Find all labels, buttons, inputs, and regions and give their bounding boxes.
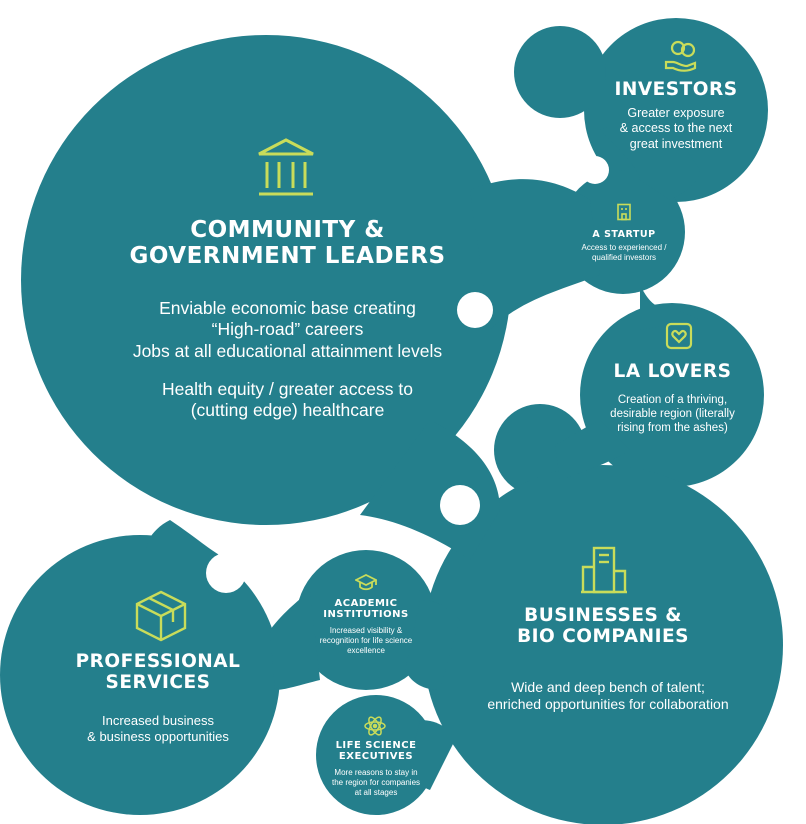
startup-line: Access to experienced / <box>581 243 667 252</box>
academic-line: Increased visibility & <box>329 626 403 635</box>
professional-title <box>68 652 248 693</box>
investors-title: INVESTORS <box>614 79 738 100</box>
businesses-title-line-1: BUSINESSES & <box>524 605 682 626</box>
community-line: Jobs at all educational attainment levels <box>132 340 443 361</box>
community-title <box>90 218 485 270</box>
investors-description <box>610 106 742 152</box>
la-lovers-line: rising from the ashes) <box>617 422 728 435</box>
academic-title-line-1: ACADEMIC <box>334 598 398 609</box>
community-title-line-2: GOVERNMENT LEADERS <box>129 242 446 269</box>
community-line: (cutting edge) healthcare <box>190 400 385 421</box>
investors-line: Greater exposure <box>627 106 725 120</box>
startup-line: qualified investors <box>591 252 657 262</box>
la-lovers-description <box>600 393 745 435</box>
businesses-description <box>483 679 733 713</box>
small-building-icon <box>616 203 632 221</box>
investors-line: & access to the next <box>619 121 733 136</box>
government-building-icon <box>255 136 317 198</box>
graduation-cap-icon <box>355 574 377 592</box>
la-lovers-title: LA LOVERS <box>613 361 732 382</box>
academic-description <box>308 626 424 655</box>
la-lovers-line: desirable region (literally <box>610 408 735 421</box>
community-title-line-1: COMMUNITY & <box>190 217 385 243</box>
executives-title-line-1: LIFE SCIENCE <box>335 740 417 751</box>
cube-icon <box>133 588 189 644</box>
bridge-community-professional <box>146 520 230 560</box>
startup-title: A STARTUP <box>592 229 656 240</box>
atom-icon <box>364 715 386 737</box>
businesses-title <box>493 606 713 647</box>
community-description <box>110 298 465 422</box>
academic-title <box>316 598 416 620</box>
investors-line: great investment <box>629 136 723 151</box>
academic-title-line-2: INSTITUTIONS <box>323 609 409 621</box>
heart-square-icon <box>665 322 693 350</box>
executives-line: More reasons to stay in <box>334 768 418 777</box>
businesses-title-line-2: BIO COMPANIES <box>517 625 689 647</box>
bubble-investors-lobe <box>514 26 606 118</box>
la-lovers-line: Creation of a thriving, <box>617 394 728 406</box>
professional-title-line-1: PROFESSIONAL <box>75 651 241 672</box>
executives-line: at all stages <box>354 787 398 797</box>
executives-title <box>326 740 426 762</box>
professional-line: Increased business <box>101 713 214 728</box>
executives-line: the region for companies <box>331 777 421 787</box>
professional-description <box>60 713 256 745</box>
professional-title-line-2: SERVICES <box>105 671 211 693</box>
academic-line: recognition for life science <box>319 635 413 645</box>
community-line: Enviable economic base creating <box>159 298 416 318</box>
community-line: “High-road” careers <box>211 319 364 340</box>
community-line: Health equity / greater access to <box>162 379 413 400</box>
startup-description <box>566 243 682 263</box>
professional-line: & business opportunities <box>87 728 229 744</box>
executives-description <box>318 768 434 797</box>
businesses-line: enriched opportunities for collaboration <box>487 696 729 713</box>
hand-coins-icon <box>663 38 699 74</box>
businesses-line: Wide and deep bench of talent; <box>511 679 705 695</box>
academic-line: excellence <box>347 645 385 655</box>
executives-title-line-2: EXECUTIVES <box>338 751 414 763</box>
office-buildings-icon <box>579 545 629 595</box>
